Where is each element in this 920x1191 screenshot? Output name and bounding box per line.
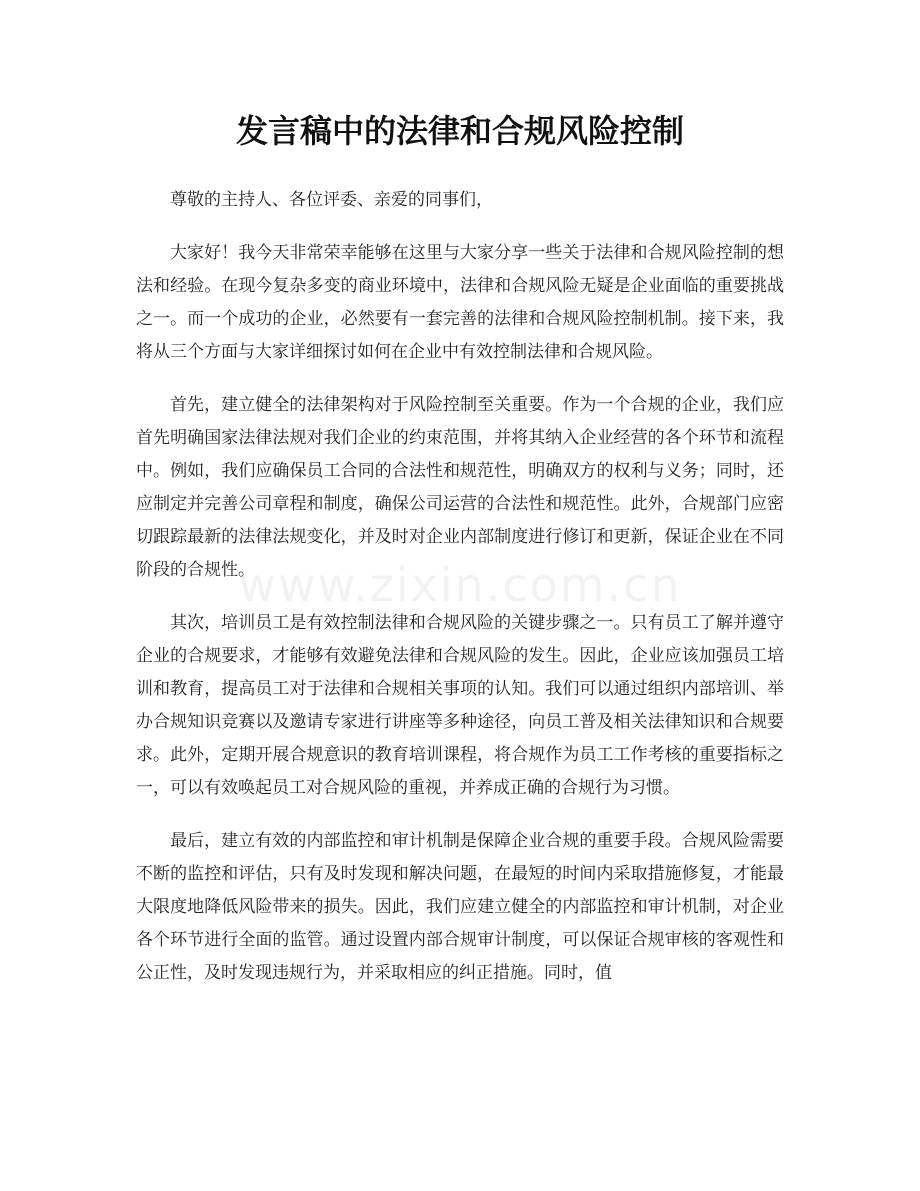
document-title: 发言稿中的法律和合规风险控制 (235, 112, 684, 150)
paragraph-introduction: 大家好！我今天非常荣幸能够在这里与大家分享一些关于法律和合规风险控制的想法和经验。在现今复杂多变的商业环境中，法律和合规风险无疑是企业面临的重要挑战之一。而一个成功的企业，必然要有一套完善的法律和合规风险控制机制。接下来，我将从三个方面与大家详细探讨如何在企业中有效控制法律和合规风险。 (136, 243, 784, 362)
paragraph-second-point: 其次，培训员工是有效控制法律和合规风险的关键步骤之一。只有员工了解并遵守企业的合规要求，才能够有效避免法律和合规风险的发生。因此，企业应该加强员工培训和教育，提高员工对于法律和合规相关事项的认知。我们可以通过组织内部培训、举办合规知识竞赛以及邀请专家进行讲座等多种途径，向员工普及相关法律知识和合规要求。此外，定期开展合规意识的教育培训课程，将合规作为员工工作考核的重要指标之一，可以有效唤起员工对合规风险的重视，并养成正确的合规行为习惯。 (136, 613, 784, 798)
watermark: www.zixin.com.cn (238, 558, 682, 612)
paragraph-third-point: 最后，建立有效的内部监控和审计机制是保障企业合规的重要手段。合规风险需要不断的监控和评估，只有及时发现和解决问题，在最短的时间内采取措施修复，才能最大限度地降低风险带来的损失。因此，我们应建立健全的内部监控和审计机制，对企业各个环节进行全面的监管。通过设置内部合规审计制度，可以保证合规审核的客观性和公正性，及时发现违规行为，并采取相应的纠正措施。同时，值 (136, 831, 784, 983)
paragraph-salutation: 尊敬的主持人、各位评委、亲爱的同事们， (170, 190, 493, 210)
document-body (136, 184, 784, 1010)
paragraph-first-point: 首先，建立健全的法律架构对于风险控制至关重要。作为一个合规的企业，我们应首先明确国家法律法规对我们企业的约束范围，并将其纳入企业经营的各个环节和流程中。例如，我们应确保员工合同的合法性和规范性，明确双方的权利与义务；同时，还应制定并完善公司章程和制度，确保公司运营的合法性和规范性。此外，合规部门应密切跟踪最新的法律法规变化，并及时对企业内部制度进行修订和更新，保证企业在不同阶段的合规性。 (136, 395, 784, 580)
